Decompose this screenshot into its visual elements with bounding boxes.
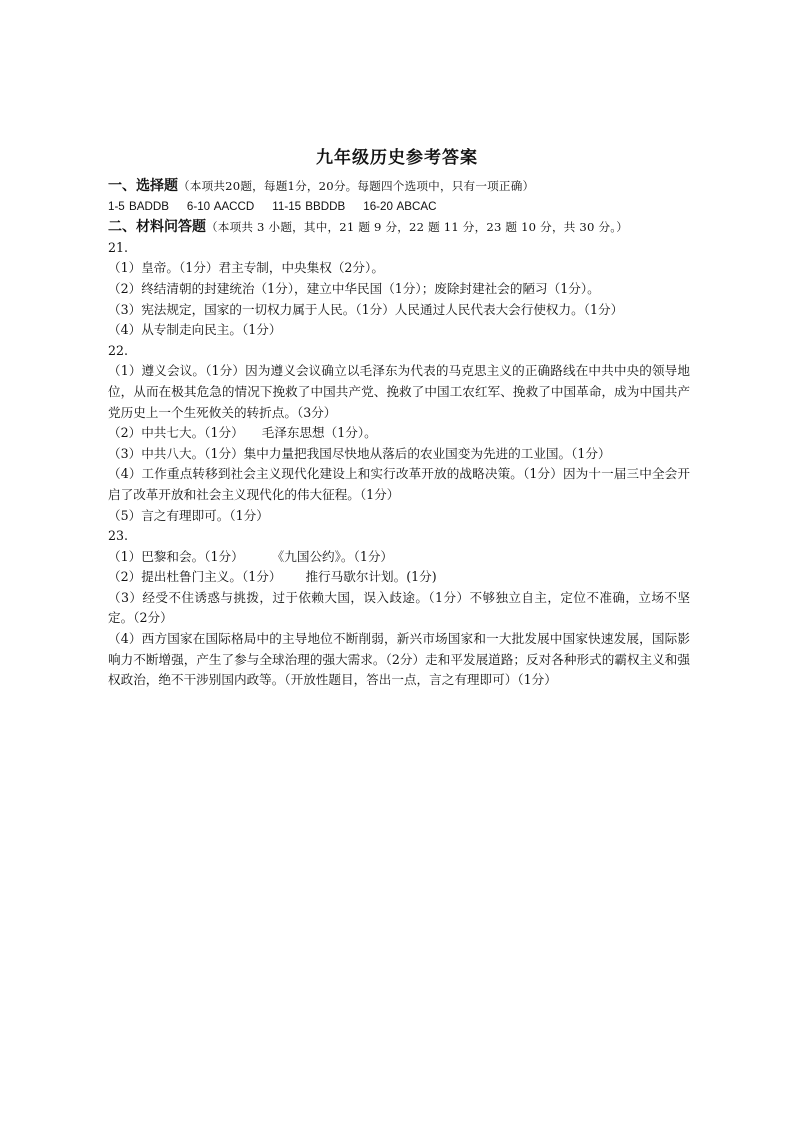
q23-item-2 bbox=[108, 567, 690, 588]
q23-item-2b: 推行马歇尔计划。(1分) bbox=[305, 569, 437, 585]
q22-number: 22. bbox=[108, 342, 129, 358]
answer-group-3: 11-15 BBDDB bbox=[272, 199, 346, 213]
answer-group-2: 6-10 AACCD bbox=[186, 199, 255, 213]
section1-note: （本项共20题，每题1分，20分。每题四个选项中，只有一项正确） bbox=[178, 179, 535, 193]
answer-group-1: 1-5 BADDB bbox=[108, 199, 169, 213]
answer-content bbox=[108, 176, 690, 691]
q23-item-2a: （2）提出杜鲁门主义。（1分） bbox=[108, 569, 282, 585]
q23-item-4: （4）西方国家在国际格局中的主导地位不断削弱，新兴市场国家和一大批发展中国家快速发展，国际影响力不断增强，产生了参与全球治理的强大需求。（2分）走和平发展道路；反对各种形式的霸权主义和强权政治，绝不干涉别国内政等。（开放性题目，答出一点，言之有理即可）（1分） bbox=[108, 631, 690, 688]
section2-heading: 二、材料问答题 bbox=[108, 219, 206, 236]
q21-item-2: （2）终结清朝的封建统治（1分），建立中华民国（1分）；废除封建社会的陋习（1分）。 bbox=[108, 280, 600, 296]
q21-item-4: （4）从专制走向民主。（1分） bbox=[108, 322, 282, 338]
section2-note: （本项共 3 小题，其中，21 题 9 分，22 题 11 分，23 题 10 分，共 30 分。） bbox=[206, 220, 629, 235]
q22-item-5: （5）言之有理即可。（1分） bbox=[108, 507, 269, 523]
section1-header bbox=[108, 176, 690, 197]
q22-item-4: （4）工作重点转移到社会主义现代化建设上和实行改革开放的战略决策。（1分）因为十一届三中全会开启了改革开放和社会主义现代化的伟大征程。（1分） bbox=[108, 466, 690, 502]
q22-item-1: （1）遵义会议。（1分）因为遵义会议确立以毛泽东为代表的马克思主义的正确路线在中共中央的领导地位，从而在极其危急的情况下挽救了中国共产党、挽救了中国工农红军、挽救了中国革命，成为中国共产党历史上一个生死攸关的转折点。（3分） bbox=[108, 363, 690, 420]
q21-item-3: （3）宪法规定，国家的一切权力属于人民。（1分）人民通过人民代表大会行使权力。（1分） bbox=[108, 301, 624, 317]
q23-item-1a: （1）巴黎和会。（1分） bbox=[108, 548, 244, 564]
q22-item-2b: 毛泽东思想（1分）。 bbox=[261, 425, 377, 441]
q22-item-3: （3）中共八大。（1分）集中力量把我国尽快地从落后的农业国变为先进的工业国。（1分） bbox=[108, 445, 611, 461]
answer-group-4: 16-20 ABCAC bbox=[363, 199, 437, 213]
page-title: 九年级历史参考答案 bbox=[316, 148, 478, 168]
q23-item-1 bbox=[108, 547, 690, 568]
section2-header bbox=[108, 217, 690, 238]
q22-item-2a: （2）中共七大。（1分） bbox=[108, 425, 244, 441]
q21-number: 21. bbox=[108, 239, 129, 255]
section1-heading: 一、选择题 bbox=[108, 178, 178, 194]
q23-item-1b: 《九国公约》。（1分） bbox=[271, 548, 394, 564]
q21-item-1: （1）皇帝。（1分）君主专制，中央集权（2分）。 bbox=[108, 260, 384, 276]
q22-item-2 bbox=[108, 423, 690, 444]
q23-number: 23. bbox=[108, 528, 129, 544]
q23-item-3: （3）经受不住诱惑与挑拨，过于依赖大国，误入歧途。（1分）不够独立自主，定位不准确，立场不坚定。（2分） bbox=[108, 589, 690, 626]
choice-answers bbox=[108, 197, 690, 218]
